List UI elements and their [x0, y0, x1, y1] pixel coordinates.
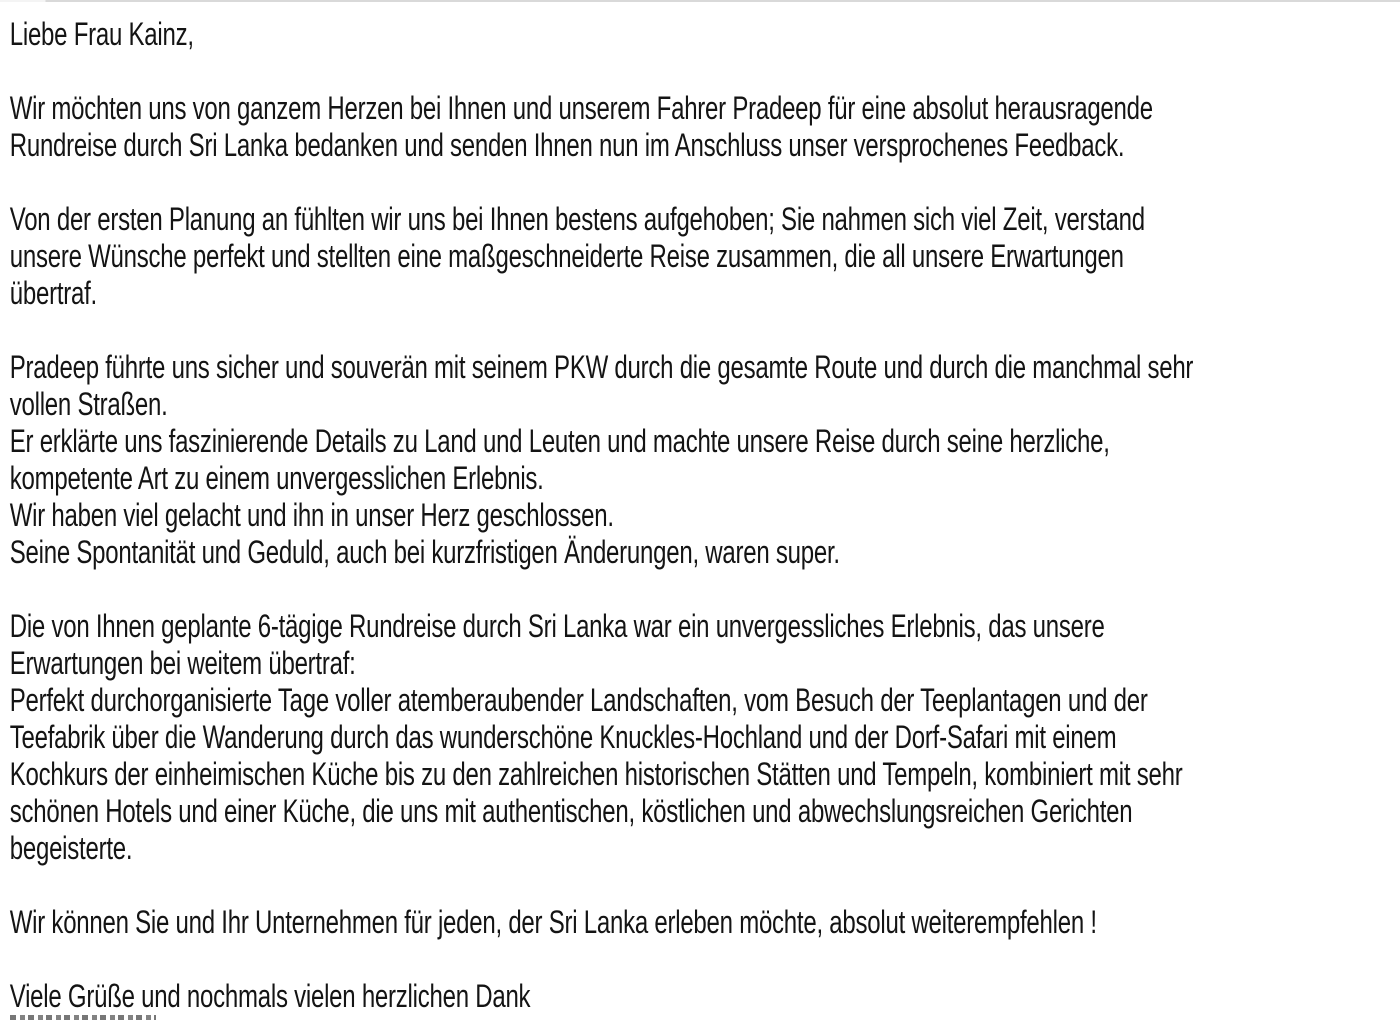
blank-line	[10, 164, 1400, 201]
text-line: vollen Straßen.	[9, 386, 168, 422]
text-line: Liebe Frau Kainz,	[9, 16, 194, 52]
text-line: Teefabrik über die Wanderung durch das wunderschöne Knuckles-Hochland und der Dorf-Safari mit einem	[9, 719, 1117, 755]
text-line: unsere Wünsche perfekt und stellten eine maßgeschneiderte Reise zusammen, die all unsere Erwartungen	[9, 238, 1124, 274]
text-line: Perfekt durchorganisierte Tage voller atemberaubender Landschaften, vom Besuch der Teeplantagen und der	[9, 682, 1148, 718]
text-line: Erwartungen bei weitem übertraf:	[9, 645, 356, 681]
text-line: Rundreise durch Sri Lanka bedanken und senden Ihnen nun im Anschluss unser versprochenes Feedback.	[9, 127, 1125, 163]
blank-line	[10, 941, 1400, 978]
text-line: Er erklärte uns faszinierende Details zu Land und Leuten und machte unsere Reise durch seine herzliche,	[9, 423, 1110, 459]
text-line: Pradeep führte uns sicher und souverän mit seinem PKW durch die gesamte Route und durch die manchmal sehr	[9, 349, 1194, 385]
text-line: Viele Grüße und nochmals vielen herzlichen Dank	[9, 978, 531, 1014]
text-line: schönen Hotels und einer Küche, die uns mit authentischen, köstlichen und abwechslungsreichen Gerichten	[9, 793, 1133, 829]
blank-line	[10, 53, 1400, 90]
text-line: Von der ersten Planung an fühlten wir uns bei Ihnen bestens aufgehoben; Sie nahmen sich viel Zeit, verstand	[9, 201, 1145, 237]
text-line: Wir möchten uns von ganzem Herzen bei Ihnen und unserem Fahrer Pradeep für eine absolut herausragende	[9, 90, 1153, 126]
text-line: Kochkurs der einheimischen Küche bis zu den zahlreichen historischen Stätten und Tempeln, kombiniert mit sehr	[9, 756, 1183, 792]
clipped-text-line-sliver	[10, 1015, 156, 1020]
blank-line	[10, 867, 1400, 904]
text-line: Seine Spontanität und Geduld, auch bei kurzfristigen Änderungen, waren super.	[9, 534, 840, 570]
text-line: begeisterte.	[9, 830, 133, 866]
text-line: Wir haben viel gelacht und ihn in unser Herz geschlossen.	[9, 497, 614, 533]
text-line: Die von Ihnen geplante 6-tägige Rundreise durch Sri Lanka war ein unvergessliches Erlebnis, das unsere	[9, 608, 1105, 644]
text-line: Wir können Sie und Ihr Unternehmen für jeden, der Sri Lanka erleben möchte, absolut weiterempfehlen !	[9, 904, 1097, 940]
text-line: übertraf.	[9, 275, 97, 311]
text-line: kompetente Art zu einem unvergesslichen Erlebnis.	[9, 460, 544, 496]
blank-line	[10, 571, 1400, 608]
blank-line	[10, 312, 1400, 349]
